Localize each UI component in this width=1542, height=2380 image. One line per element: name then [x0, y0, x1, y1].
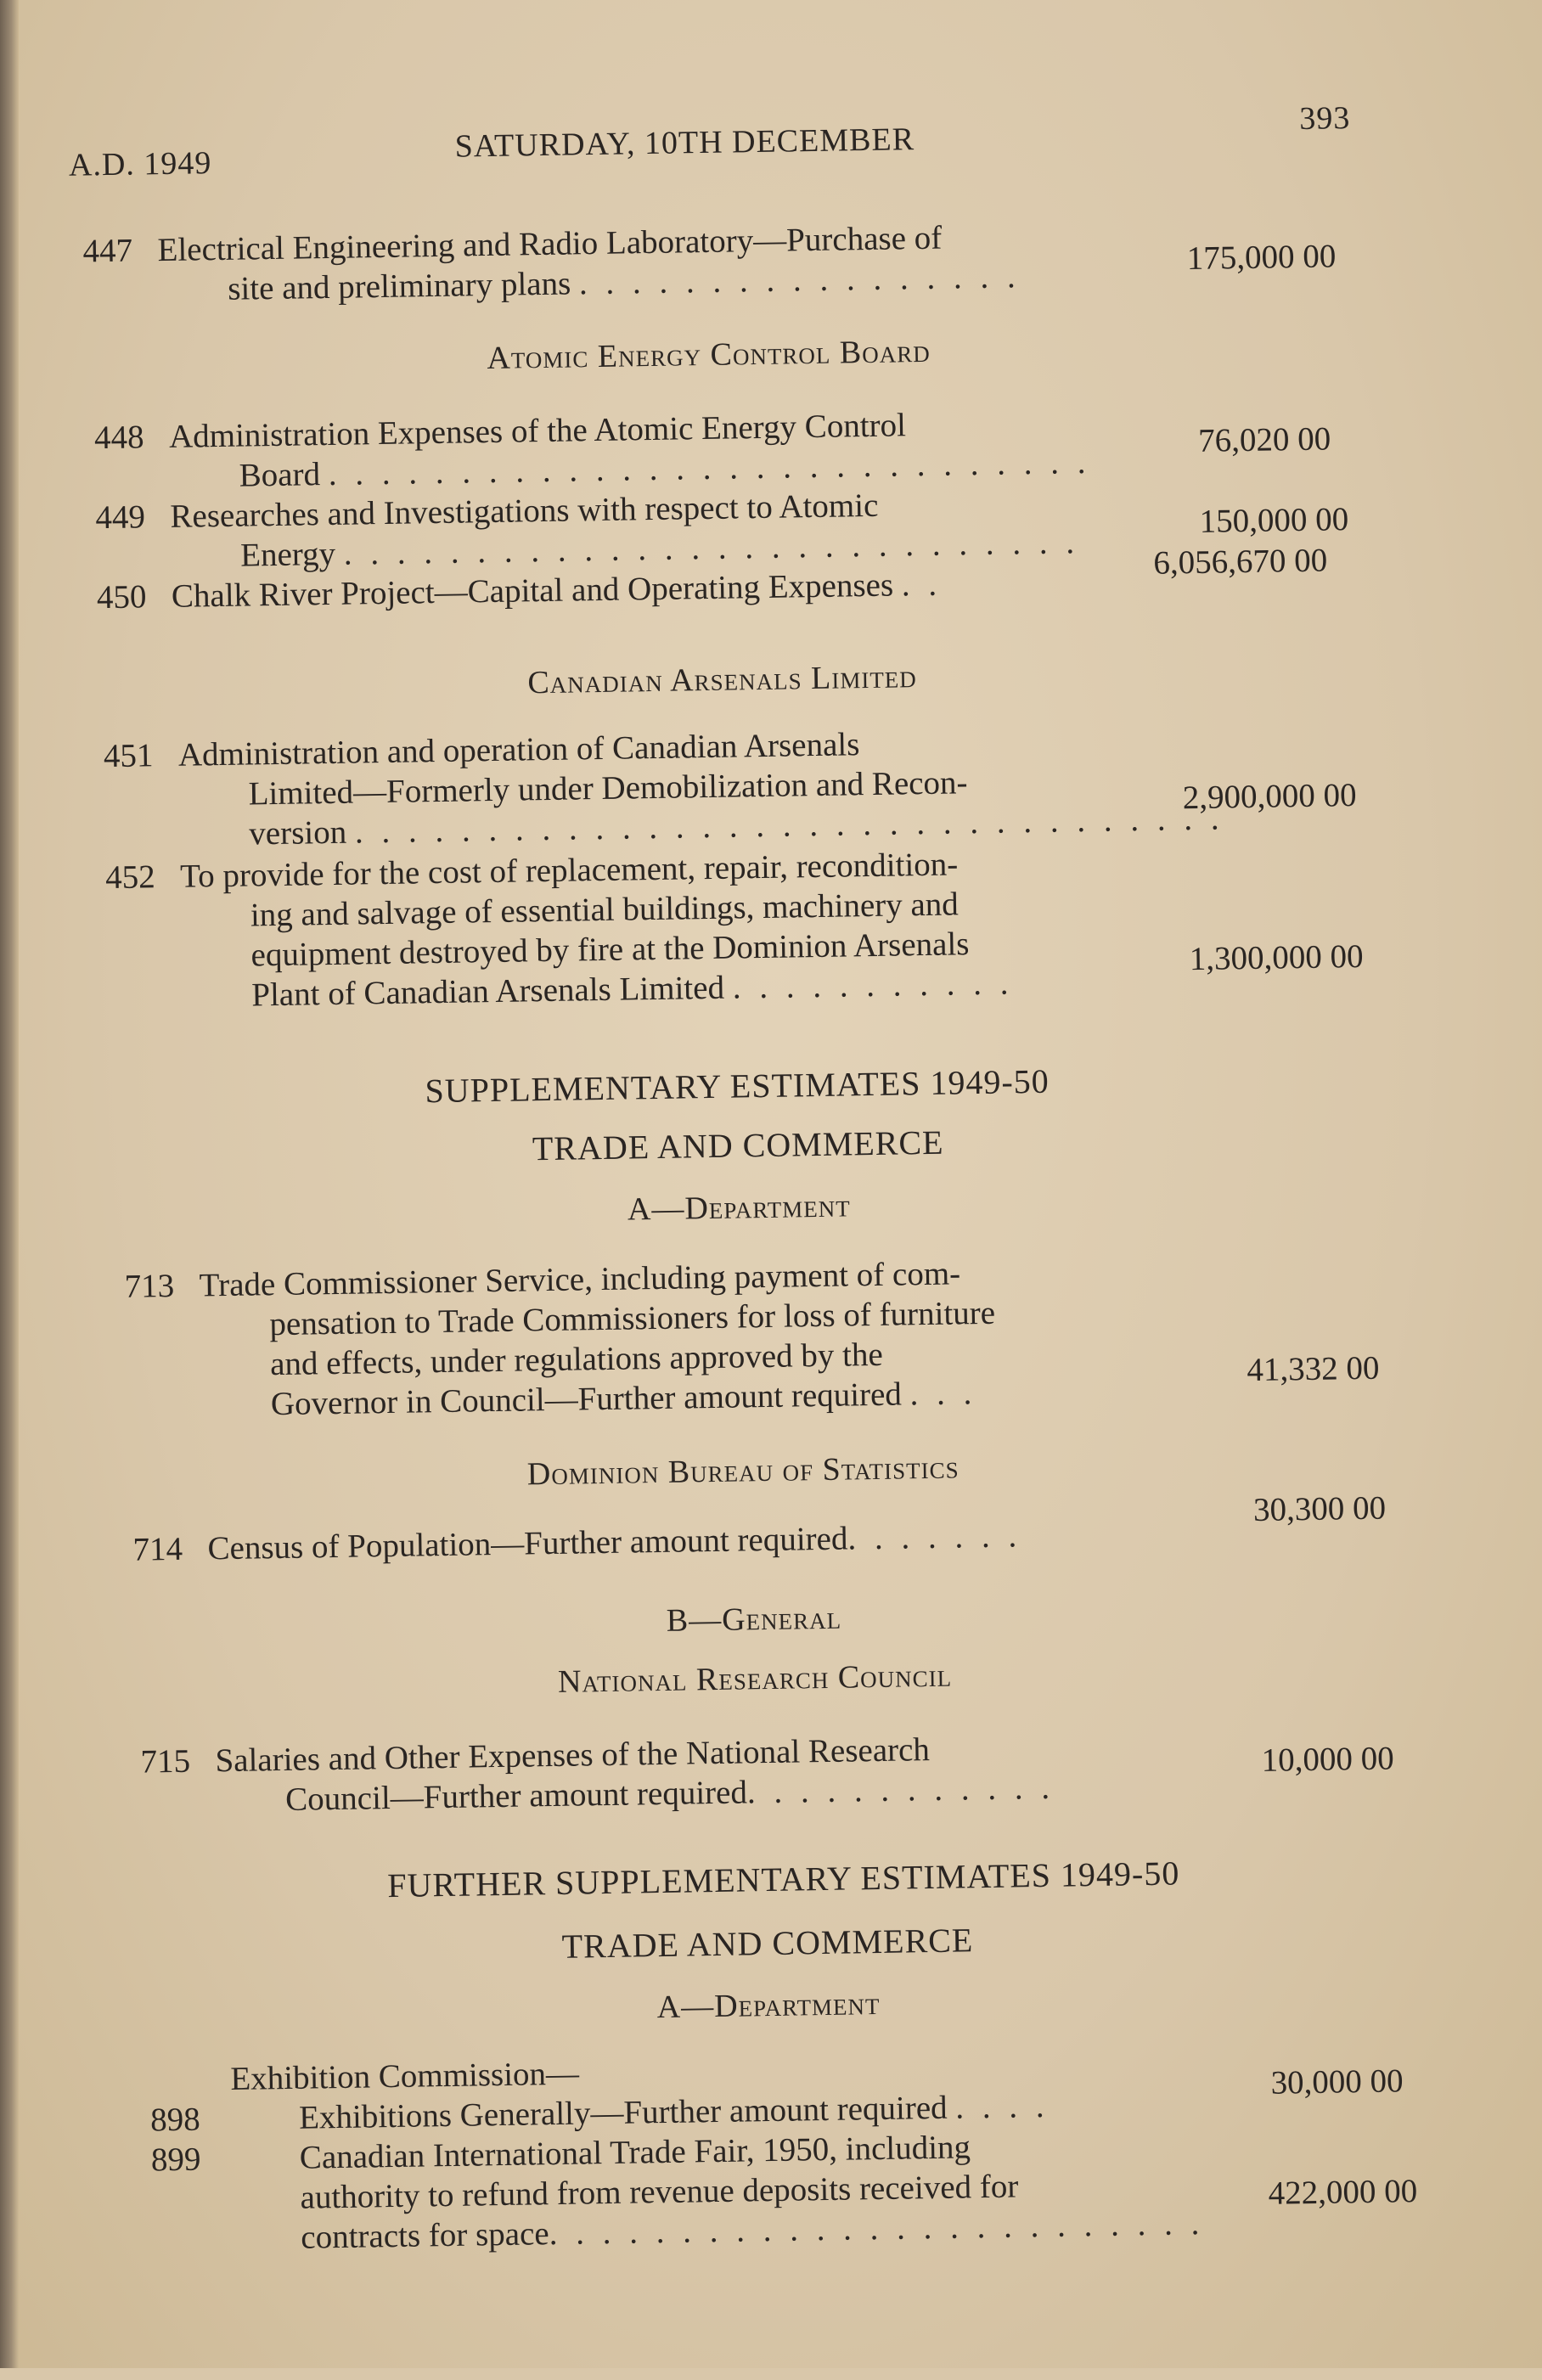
section-heading: National Research Council: [557, 1657, 953, 1700]
list-item: [132, 1516, 1021, 1569]
item-text: Salaries and Other Expenses of the National Research: [215, 1731, 931, 1780]
leader-dots: . . . . . . . . . . . . . . . . . . . . . . . . . . . . .: [328, 443, 1091, 492]
item-text: ing and salvage of essential buildings, machinery and: [250, 886, 960, 934]
item-text: To provide for the cost of replacement, repair, recondition-: [179, 846, 959, 895]
item-text: Administration Expenses of the Atomic Energy Control: [168, 407, 907, 455]
item-text: site and preliminary plans: [227, 265, 571, 307]
exhibition-label: Exhibition Commission—: [230, 2055, 580, 2098]
item-text: Council—Further amount required: [284, 1774, 748, 1818]
item-number: 713: [124, 1267, 175, 1305]
item-amount: 150,000 00: [1199, 501, 1349, 540]
item-text: Electrical Engineering and Radio Laboratory—Purchase of: [157, 219, 943, 269]
item-number: 714: [132, 1530, 183, 1568]
item-text: Chalk River Project—Capital and Operating Expenses: [171, 566, 894, 615]
leader-dots: . . . . . . . . . . . . . . . . .: [578, 258, 1021, 302]
item-number: 451: [103, 737, 154, 775]
list-item: [105, 843, 1014, 1017]
item-amount: 2,900,000 00: [1182, 776, 1357, 817]
leader-dots: . . . . . . . . . . . . . . . . . . . . . . . . .: [549, 2205, 1205, 2253]
section-heading: Atomic Energy Control Board: [487, 333, 931, 377]
item-text: Plant of Canadian Arsenals Limited: [251, 969, 725, 1014]
item-text: contracts for space: [300, 2215, 549, 2256]
item-text: equipment destroyed by fire at the Dominion Arsenals: [250, 926, 970, 974]
header-date: SATURDAY, 10TH DECEMBER: [454, 121, 915, 165]
leader-dots: . . . . . . . . . . . .: [746, 1769, 1055, 1811]
item-amount: 175,000 00: [1186, 238, 1337, 278]
list-item: [151, 2124, 1205, 2259]
item-text: Limited—Formerly under Demobilization and Recon-: [248, 764, 968, 813]
item-text: Board: [239, 456, 321, 494]
leader-dots: . . .: [909, 1375, 977, 1413]
item-amount: 422,000 00: [1268, 2173, 1418, 2212]
item-text: Census of Population—Further amount required: [207, 1520, 848, 1567]
section-title: SUPPLEMENTARY ESTIMATES 1949-50: [425, 1061, 1050, 1111]
item-amount: 30,000 00: [1270, 2062, 1404, 2101]
leader-dots: . . . . . . . . . . .: [732, 965, 1014, 1006]
leader-dots: . . . .: [955, 2087, 1050, 2126]
section-subtitle: TRADE AND COMMERCE: [532, 1122, 944, 1168]
item-text: authority to refund from revenue deposits received for: [300, 2168, 1019, 2216]
list-item: [95, 482, 1079, 577]
item-amount: 76,020 00: [1197, 420, 1331, 459]
item-amount: 6,056,670 00: [1153, 542, 1328, 582]
item-amount: 1,300,000 00: [1189, 937, 1364, 978]
item-amount: 30,300 00: [1252, 1489, 1387, 1528]
page-number: 393: [1298, 100, 1351, 137]
item-number: 899: [150, 2141, 201, 2179]
header-year: A.D. 1949: [68, 145, 212, 183]
leader-dots: . .: [901, 565, 943, 604]
item-text: Governor in Council—Further amount required: [270, 1376, 903, 1423]
section-heading: Canadian Arsenals Limited: [527, 659, 918, 701]
leader-dots: . . . . . . . . . . . . . . . . . . . . . . . . . . . . . . . . .: [354, 800, 1224, 851]
section-subtitle: TRADE AND COMMERCE: [561, 1921, 974, 1966]
item-text: pensation to Trade Commissioners for loss of furniture: [269, 1294, 996, 1343]
item-number: 715: [140, 1742, 191, 1781]
list-item: [124, 1253, 997, 1426]
item-number: 449: [95, 498, 146, 537]
item-text: Exhibitions Generally—Further amount required: [298, 2089, 948, 2136]
leader-dots: . . . . . . .: [847, 1517, 1022, 1557]
item-text: Canadian International Trade Fair, 1950, including: [299, 2129, 971, 2176]
section-heading: Dominion Bureau of Statistics: [526, 1449, 960, 1493]
list-item: [94, 402, 1091, 498]
item-number: 448: [93, 419, 144, 457]
item-text: version: [249, 813, 347, 852]
section-heading: B—General: [666, 1600, 842, 1639]
item-text: Energy: [239, 535, 336, 574]
item-number: 447: [82, 232, 133, 270]
item-number: 898: [149, 2101, 200, 2139]
item-text: Researches and Investigations with respect to Atomic: [170, 487, 879, 535]
section-heading: A—Department: [627, 1188, 852, 1228]
item-amount: 41,332 00: [1247, 1349, 1380, 1389]
list-item: [104, 718, 1224, 856]
item-text: Trade Commissioner Service, including payment of com-: [199, 1255, 961, 1304]
item-text: Administration and operation of Canadian Arsenals: [177, 726, 860, 774]
item-amount: 10,000 00: [1261, 1740, 1394, 1779]
list-item: [82, 217, 1021, 311]
item-text: and effects, under regulations approved by the: [269, 1336, 884, 1383]
section-heading: A—Department: [656, 1985, 881, 2026]
leader-dots: . . . . . . . . . . . . . . . . . . . . . . . . . . . .: [343, 524, 1080, 572]
item-number: 452: [104, 858, 155, 897]
section-title: FURTHER SUPPLEMENTARY ESTIMATES 1949-50: [386, 1854, 1180, 1905]
item-number: 450: [96, 578, 147, 616]
list-item: [140, 1728, 1055, 1822]
